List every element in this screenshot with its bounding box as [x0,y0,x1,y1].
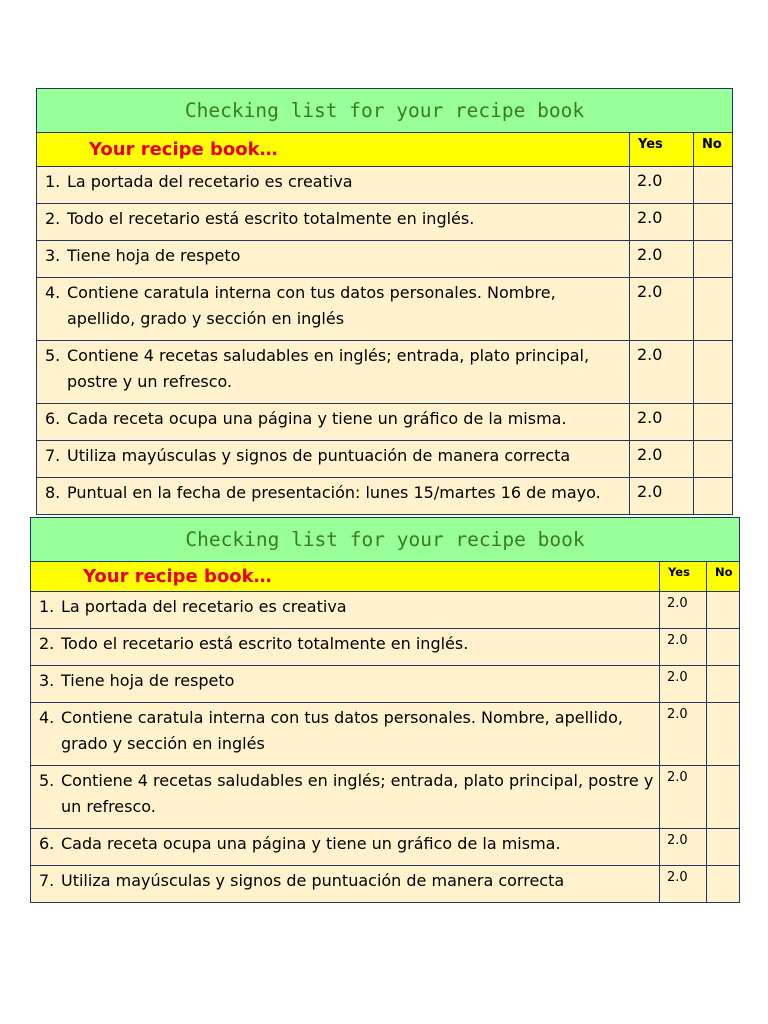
yes-score: 2.0 [660,592,707,629]
no-cell[interactable] [694,278,733,341]
item-number: 5. [39,771,55,790]
criterion-cell [37,478,630,515]
yes-score: 2.0 [630,341,694,404]
item-number: 4. [39,708,55,727]
yes-score: 2.0 [630,204,694,241]
item-text: La portada del recetario es creativa [67,172,353,191]
item-number: 8. [45,483,61,502]
section-subtitle: Your recipe book… [89,139,278,160]
subtitle-cell [37,133,630,167]
yes-score: 2.0 [630,404,694,441]
item-number: 3. [39,671,55,690]
criterion-cell [31,666,660,703]
item-number: 1. [45,172,61,191]
table-row [31,866,740,903]
table-row [37,441,733,478]
no-cell[interactable] [707,629,740,666]
criterion-cell [37,167,630,204]
yes-score: 2.0 [660,666,707,703]
item-number: 6. [39,834,55,853]
subtitle-cell [31,562,660,592]
item-text: Contiene 4 recetas saludables en inglés; entrada, plato principal, postre y un refresco. [61,771,654,816]
item-text: Utiliza mayúsculas y signos de puntuación de manera correcta [61,871,565,890]
criterion-cell [31,766,660,829]
no-column-header: No [707,562,740,592]
criterion-cell [31,866,660,903]
no-cell[interactable] [694,341,733,404]
item-number: 5. [45,346,61,365]
no-cell[interactable] [694,404,733,441]
yes-score: 2.0 [660,829,707,866]
no-cell[interactable] [694,241,733,278]
table-row [31,766,740,829]
table-row [37,478,733,515]
table-row [31,629,740,666]
item-text: Contiene 4 recetas saludables en inglés; entrada, plato principal, postre y un refresco. [67,346,590,391]
table-row [37,241,733,278]
header-row [37,133,733,167]
criterion-cell [31,703,660,766]
table-row [31,703,740,766]
table-row [37,278,733,341]
criterion-cell [37,278,630,341]
yes-score: 2.0 [630,241,694,278]
no-cell[interactable] [694,167,733,204]
yes-score: 2.0 [660,629,707,666]
yes-score: 2.0 [630,278,694,341]
criterion-cell [37,204,630,241]
no-cell[interactable] [707,829,740,866]
no-cell[interactable] [694,478,733,515]
no-column-header: No [694,133,733,167]
no-cell[interactable] [707,866,740,903]
table-row [31,829,740,866]
criterion-cell [37,441,630,478]
yes-column-header: Yes [630,133,694,167]
table-row [37,341,733,404]
yes-score: 2.0 [660,766,707,829]
header-row [31,562,740,592]
item-text: Contiene caratula interna con tus datos personales. Nombre, apellido, grado y sección en inglés [61,708,623,753]
yes-score: 2.0 [630,478,694,515]
item-text: Puntual en la fecha de presentación: lunes 15/martes 16 de mayo. [67,483,601,502]
item-number: 4. [45,283,61,302]
no-cell[interactable] [707,666,740,703]
no-cell[interactable] [694,441,733,478]
criterion-cell [31,829,660,866]
criterion-cell [31,629,660,666]
item-text: Todo el recetario está escrito totalmente en inglés. [61,634,469,653]
no-cell[interactable] [707,766,740,829]
no-cell[interactable] [707,703,740,766]
checklist-table-2 [30,517,740,903]
yes-score: 2.0 [630,441,694,478]
yes-score: 2.0 [630,167,694,204]
yes-score: 2.0 [660,703,707,766]
table-row [31,592,740,629]
item-text: La portada del recetario es creativa [61,597,347,616]
yes-column-header: Yes [660,562,707,592]
no-cell[interactable] [707,592,740,629]
table-row [37,204,733,241]
criterion-cell [37,341,630,404]
criterion-cell [37,404,630,441]
item-text: Tiene hoja de respeto [67,246,241,265]
table-row [37,404,733,441]
table-row [37,167,733,204]
item-text: Todo el recetario está escrito totalmente en inglés. [67,209,475,228]
item-text: Cada receta ocupa una página y tiene un gráfico de la misma. [67,409,567,428]
no-cell[interactable] [694,204,733,241]
item-text: Tiene hoja de respeto [61,671,235,690]
checklist-title: Checking list for your recipe book [37,89,733,133]
item-number: 7. [45,446,61,465]
item-number: 3. [45,246,61,265]
checklist-title: Checking list for your recipe book [31,518,740,562]
title-row [37,89,733,133]
criterion-cell [37,241,630,278]
checklist-table-1 [36,88,733,515]
item-text: Utiliza mayúsculas y signos de puntuación de manera correcta [67,446,571,465]
item-text: Cada receta ocupa una página y tiene un gráfico de la misma. [61,834,561,853]
item-number: 2. [39,634,55,653]
section-subtitle: Your recipe book… [83,566,272,587]
item-number: 1. [39,597,55,616]
item-number: 2. [45,209,61,228]
item-text: Contiene caratula interna con tus datos personales. Nombre, apellido, grado y sección en inglés [67,283,556,328]
yes-score: 2.0 [660,866,707,903]
item-number: 6. [45,409,61,428]
criterion-cell [31,592,660,629]
table-row [31,666,740,703]
item-number: 7. [39,871,55,890]
title-row [31,518,740,562]
